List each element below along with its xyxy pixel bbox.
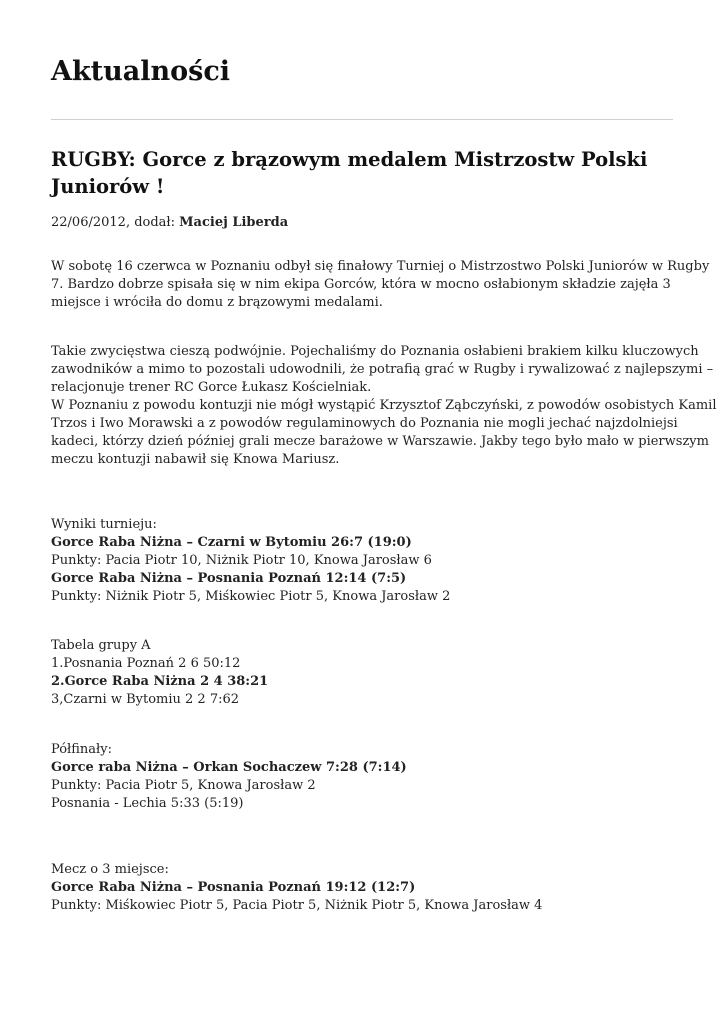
page-title: Aktualności bbox=[51, 56, 231, 87]
table-line: 2.Gorce Raba Niżna 2 4 38:21 bbox=[51, 674, 269, 689]
added-by-label: , dodał: bbox=[125, 215, 180, 230]
text-line: 7. Bardzo dobrze spisała się w nim ekipa Gorców, która w mocno osłabionym składzie zajęła 3 bbox=[51, 277, 671, 292]
text-line: Takie zwycięstwa cieszą podwójnie. Pojechaliśmy do Poznania osłabieni brakiem kilku kluczowych bbox=[51, 344, 699, 359]
table-line: 3,Czarni w Bytomiu 2 2 7:62 bbox=[51, 692, 240, 707]
article-title-line: Juniorów ! bbox=[51, 175, 165, 198]
result-line: Punkty: Pacia Piotr 10, Niżnik Piotr 10, Knowa Jarosław 6 bbox=[51, 553, 432, 568]
body-paragraph bbox=[51, 343, 717, 469]
title-divider bbox=[51, 119, 673, 120]
group-table bbox=[51, 637, 679, 709]
text-line: meczu kontuzji nabawił się Knowa Mariusz. bbox=[51, 452, 340, 467]
semifinal-line: Półfinały: bbox=[51, 742, 112, 757]
semifinals bbox=[51, 741, 679, 813]
article-title-line: RUGBY: Gorce z brązowym medalem Mistrzostw Polski bbox=[51, 148, 648, 171]
third-place-line: Punkty: Miśkowiec Piotr 5, Pacia Piotr 5, Niżnik Piotr 5, Knowa Jarosław 4 bbox=[51, 898, 543, 913]
semifinal-line: Posnania - Lechia 5:33 (5:19) bbox=[51, 796, 244, 811]
result-line: Wyniki turnieju: bbox=[51, 517, 157, 532]
text-line: relacjonuje trener RC Gorce Łukasz Kościelniak. bbox=[51, 380, 372, 395]
article-date: 22/06/2012 bbox=[51, 215, 126, 230]
text-line: kadeci, którzy dzień później grali mecze barażowe w Warszawie. Jakby tego było mało w pierwszym bbox=[51, 434, 709, 449]
intro-paragraph bbox=[51, 258, 710, 312]
semifinal-line: Punkty: Pacia Piotr 5, Knowa Jarosław 2 bbox=[51, 778, 316, 793]
text-line: zawodników a mimo to pozostali udowodnili, że potrafią grać w Rugby i rywalizować z najlepszymi – bbox=[51, 362, 714, 377]
result-line: Gorce Raba Niżna – Czarni w Bytomiu 26:7 (19:0) bbox=[51, 535, 412, 550]
tournament-results bbox=[51, 516, 679, 606]
article-author[interactable]: Maciej Liberda bbox=[179, 215, 289, 230]
third-place-match bbox=[51, 861, 679, 915]
semifinal-line: Gorce raba Niżna – Orkan Sochaczew 7:28 (7:14) bbox=[51, 760, 407, 775]
result-line: Gorce Raba Niżna – Posnania Poznań 12:14 (7:5) bbox=[51, 571, 407, 586]
text-line: Trzos i Iwo Morawski a z powodów regulaminowych do Poznania nie mogli jechać najzdolniejsi bbox=[51, 416, 678, 431]
text-line: W Poznaniu z powodu kontuzji nie mógł wystąpić Krzysztof Ząbczyński, z powodów osobistych Kamil bbox=[51, 398, 717, 413]
article-meta bbox=[51, 214, 288, 232]
article-title[interactable] bbox=[51, 146, 651, 200]
table-line: 1.Posnania Poznań 2 6 50:12 bbox=[51, 656, 241, 671]
third-place-line: Mecz o 3 miejsce: bbox=[51, 862, 169, 877]
third-place-line: Gorce Raba Niżna – Posnania Poznań 19:12 (12:7) bbox=[51, 880, 416, 895]
table-line: Tabela grupy A bbox=[51, 638, 151, 653]
text-line: miejsce i wróciła do domu z brązowymi medalami. bbox=[51, 295, 383, 310]
result-line: Punkty: Niżnik Piotr 5, Miśkowiec Piotr 5, Knowa Jarosław 2 bbox=[51, 589, 451, 604]
text-line: W sobotę 16 czerwca w Poznaniu odbył się finałowy Turniej o Mistrzostwo Polski Juniorów w Rugby bbox=[51, 259, 710, 274]
